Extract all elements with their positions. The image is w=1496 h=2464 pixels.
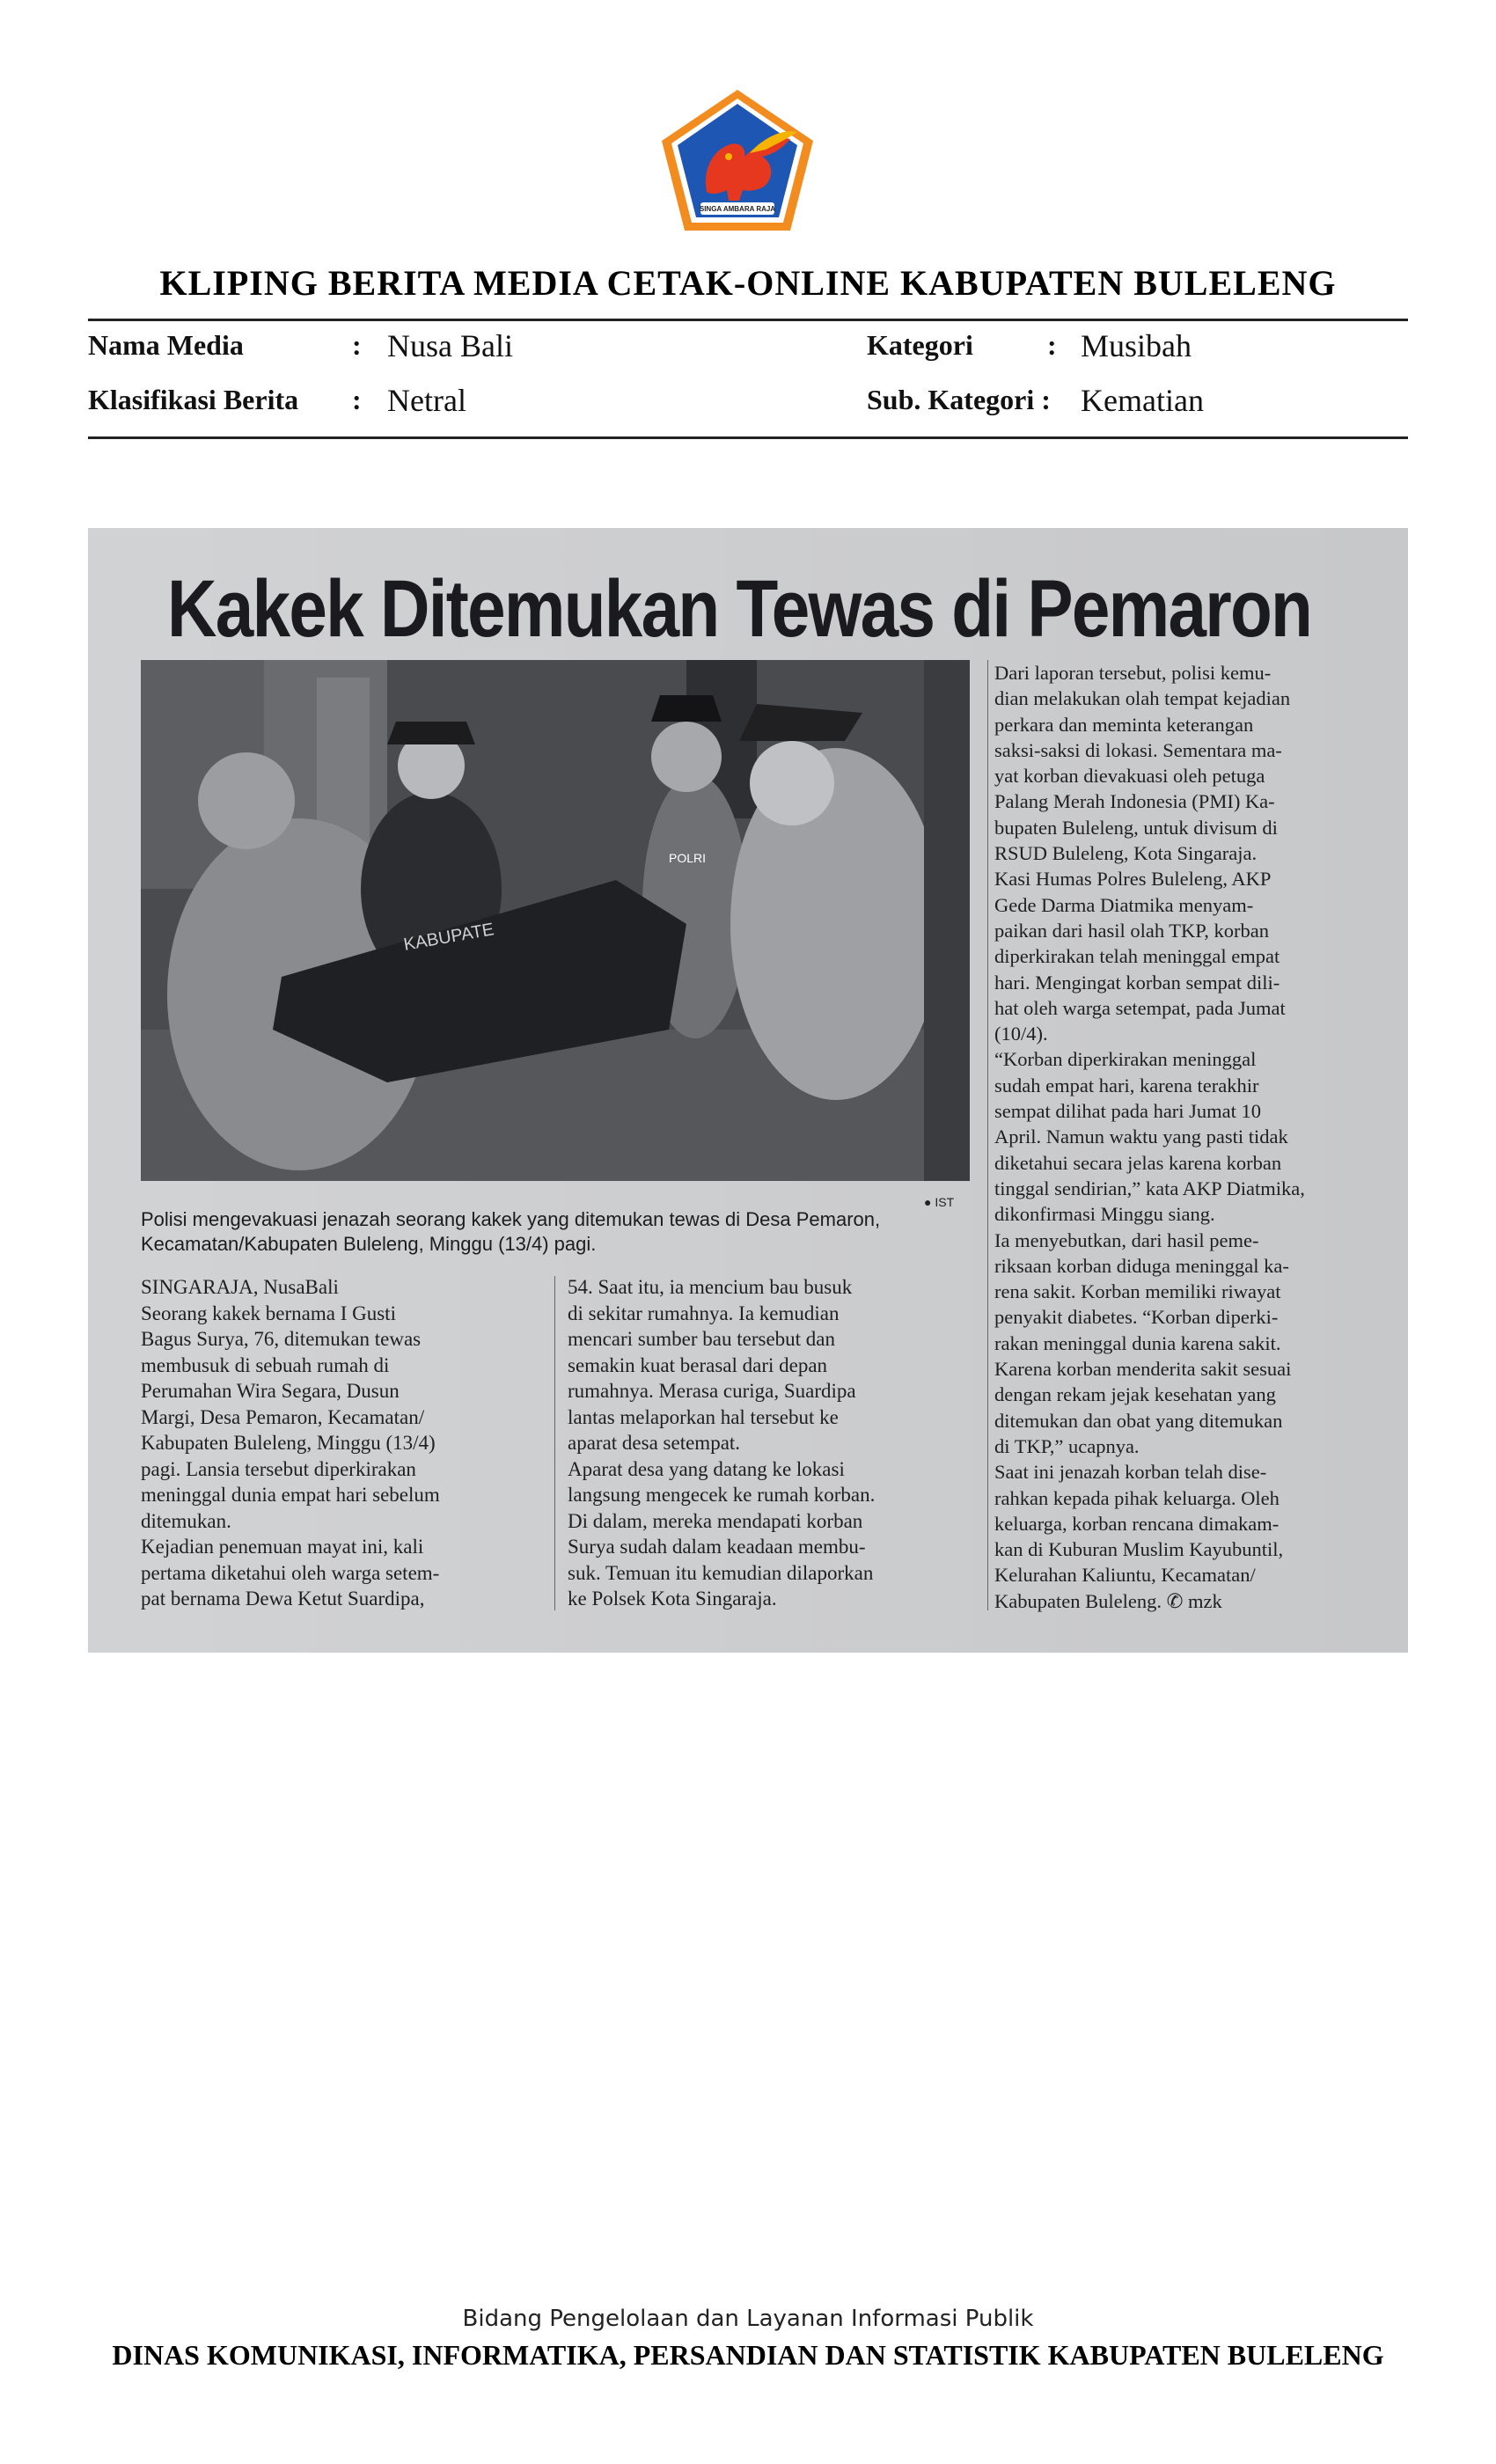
text-line: di sekitar rumahnya. Ia kemudian bbox=[568, 1302, 840, 1324]
caption-line: Polisi mengevakuasi jenazah seorang kakek yang ditemukan tewas di Desa Pemaron, bbox=[141, 1208, 881, 1230]
text-line: diketahui secara jelas karena korban bbox=[994, 1151, 1282, 1174]
text-line: ditemukan. bbox=[141, 1509, 231, 1532]
logo-motto: SINGA AMBARA RAJA bbox=[699, 205, 776, 213]
text-line: hat oleh warga setempat, pada Jumat bbox=[994, 996, 1286, 1019]
photo-vest-text: KABUPATE bbox=[402, 920, 496, 955]
text-line: di TKP,” ucapnya. bbox=[994, 1434, 1140, 1457]
text-line: Kasi Humas Polres Buleleng, AKP bbox=[994, 868, 1272, 891]
text-line: rakan meninggal dunia karena sakit. bbox=[994, 1331, 1281, 1354]
text-line: Bagus Surya, 76, ditemukan tewas bbox=[141, 1328, 422, 1350]
article-headline: Kakek Ditemukan Tewas di Pemaron bbox=[167, 564, 1312, 654]
text-line: tinggal sendirian,” kata AKP Diatmika, bbox=[994, 1177, 1305, 1199]
photo-credit: ● IST bbox=[924, 1195, 955, 1209]
text-line: 54. Saat itu, ia mencium bau busuk bbox=[568, 1276, 853, 1298]
text-line: riksaan korban diduga meninggal ka- bbox=[994, 1254, 1289, 1277]
text-line: dengan rekam jejak kesehatan yang bbox=[994, 1383, 1276, 1406]
text-line: kan di Kuburan Muslim Kayubuntil, bbox=[994, 1538, 1284, 1561]
caption-line: Kecamatan/Kabupaten Buleleng, Minggu (13/4) pagi. bbox=[141, 1233, 597, 1255]
kategori-label: Kategori bbox=[867, 329, 973, 361]
footer-subtitle: Bidang Pengelolaan dan Layanan Informasi Publik bbox=[462, 2306, 1034, 2332]
text-line: semakin kuat berasal dari depan bbox=[568, 1353, 828, 1376]
text-line: Palang Merah Indonesia (PMI) Ka- bbox=[994, 790, 1275, 813]
text-line: Aparat desa yang datang ke lokasi bbox=[568, 1457, 845, 1480]
text-line: pat bernama Dewa Ketut Suardipa, bbox=[141, 1588, 425, 1610]
footer-agency-name: DINAS KOMUNIKASI, INFORMATIKA, PERSANDIAN DAN STATISTIK KABUPATEN BULELENG bbox=[112, 2339, 1384, 2371]
sub-kategori-value: Kematian bbox=[1081, 383, 1204, 418]
text-line: Surya sudah dalam keadaan membu- bbox=[568, 1536, 866, 1558]
text-line: “Korban diperkirakan meninggal bbox=[994, 1048, 1257, 1071]
text-line: rahkan kepada pihak keluarga. Oleh bbox=[994, 1486, 1280, 1509]
document-title: KLIPING BERITA MEDIA CETAK-ONLINE KABUPATEN BULELENG bbox=[159, 263, 1337, 303]
text-line: rumahnya. Merasa curiga, Suardipa bbox=[568, 1380, 856, 1402]
text-line: Gede Darma Diatmika menyam- bbox=[994, 893, 1254, 916]
column-divider bbox=[987, 660, 988, 1610]
text-line: langsung mengecek ke rumah korban. bbox=[568, 1484, 876, 1506]
text-line: membusuk di sebuah rumah di bbox=[141, 1353, 390, 1376]
text-line: yat korban dievakuasi oleh petuga bbox=[994, 765, 1265, 788]
nama-media-label: Nama Media bbox=[88, 329, 244, 361]
text-line: hari. Mengingat korban sempat dili- bbox=[994, 971, 1280, 994]
nama-media-value: Nusa Bali bbox=[387, 328, 513, 363]
text-line: keluarga, korban rencana dimakam- bbox=[994, 1512, 1280, 1535]
text-line: Kabupaten Buleleng, Minggu (13/4) bbox=[141, 1432, 436, 1454]
text-line: penyakit diabetes. “Korban diperki- bbox=[994, 1306, 1279, 1329]
text-line: SINGARAJA, NusaBali bbox=[141, 1276, 339, 1298]
text-line: rena sakit. Korban memiliki riwayat bbox=[994, 1280, 1281, 1303]
article-column-2 bbox=[568, 1274, 981, 1612]
text-line: April. Namun waktu yang pasti tidak bbox=[994, 1126, 1288, 1148]
text-line: ditemukan dan obat yang ditemukan bbox=[994, 1409, 1283, 1432]
text-line: Seorang kakek bernama I Gusti bbox=[141, 1302, 396, 1324]
text-line: dian melakukan olah tempat kejadian bbox=[994, 687, 1291, 710]
text-line: Margi, Desa Pemaron, Kecamatan/ bbox=[141, 1405, 425, 1428]
text-line: pagi. Lansia tersebut diperkirakan bbox=[141, 1457, 416, 1480]
text-line: Kabupaten Buleleng. ✆ mzk bbox=[994, 1589, 1222, 1612]
nama-media-colon: : bbox=[352, 329, 362, 361]
header-rule-bottom bbox=[88, 436, 1408, 439]
meta-row-1 bbox=[88, 327, 1408, 371]
text-line: perkara dan meminta keterangan bbox=[994, 713, 1254, 736]
meta-row-2 bbox=[88, 382, 1408, 426]
text-line: (10/4). bbox=[994, 1023, 1048, 1045]
singa-ambara-raja-emblem-icon bbox=[658, 86, 817, 236]
text-line: lantas melaporkan hal tersebut ke bbox=[568, 1405, 839, 1428]
text-line: bupaten Buleleng, untuk divisum di bbox=[994, 816, 1278, 839]
text-line: Kelurahan Kaliuntu, Kecamatan/ bbox=[994, 1564, 1256, 1587]
newspaper-clipping bbox=[88, 528, 1408, 1653]
text-line: suk. Temuan itu kemudian dilaporkan bbox=[568, 1561, 874, 1584]
text-line: RSUD Buleleng, Kota Singaraja. bbox=[994, 842, 1258, 865]
kategori-colon: : bbox=[1047, 329, 1057, 361]
text-line: Ia menyebutkan, dari hasil peme- bbox=[994, 1228, 1259, 1251]
photo-caption bbox=[141, 1207, 977, 1257]
text-line: pertama diketahui oleh warga setem- bbox=[141, 1561, 440, 1584]
text-line: meninggal dunia empat hari sebelum bbox=[141, 1484, 440, 1506]
text-line: diperkirakan telah meninggal empat bbox=[994, 945, 1280, 968]
text-line: Saat ini jenazah korban telah dise- bbox=[994, 1461, 1267, 1484]
kategori-value: Musibah bbox=[1081, 328, 1192, 363]
article-column-3 bbox=[994, 660, 1386, 1614]
text-line: Karena korban menderita sakit sesuai bbox=[994, 1358, 1292, 1381]
text-line: Perumahan Wira Segara, Dusun bbox=[141, 1380, 400, 1402]
klasifikasi-value: Netral bbox=[387, 383, 466, 418]
text-line: Di dalam, mereka mendapati korban bbox=[568, 1509, 863, 1532]
article-photo bbox=[141, 660, 970, 1181]
text-line: Dari laporan tersebut, polisi kemu- bbox=[994, 662, 1272, 684]
text-line: aparat desa setempat. bbox=[568, 1432, 741, 1454]
klasifikasi-label: Klasifikasi Berita bbox=[88, 384, 299, 415]
photo-polri-text: POLRI bbox=[669, 851, 707, 865]
kabupaten-buleleng-logo bbox=[658, 86, 817, 236]
text-line: sudah empat hari, karena terakhir bbox=[994, 1074, 1259, 1096]
text-line: paikan dari hasil olah TKP, korban bbox=[994, 919, 1270, 942]
text-line: sempat dilihat pada hari Jumat 10 bbox=[994, 1100, 1262, 1123]
sub-kategori-label: Sub. Kategori : bbox=[867, 384, 1051, 415]
header-rule-top bbox=[88, 319, 1408, 321]
text-line: mencari sumber bau tersebut dan bbox=[568, 1328, 835, 1350]
text-line: Kejadian penemuan mayat ini, kali bbox=[141, 1536, 424, 1558]
text-line: ke Polsek Kota Singaraja. bbox=[568, 1588, 777, 1610]
article-column-1 bbox=[141, 1274, 634, 1612]
column-divider bbox=[554, 1276, 555, 1610]
text-line: dikonfirmasi Minggu siang. bbox=[994, 1203, 1215, 1226]
evacuation-photo-illustration bbox=[141, 660, 970, 1181]
text-line: saksi-saksi di lokasi. Sementara ma- bbox=[994, 738, 1282, 761]
klasifikasi-colon: : bbox=[352, 384, 362, 415]
